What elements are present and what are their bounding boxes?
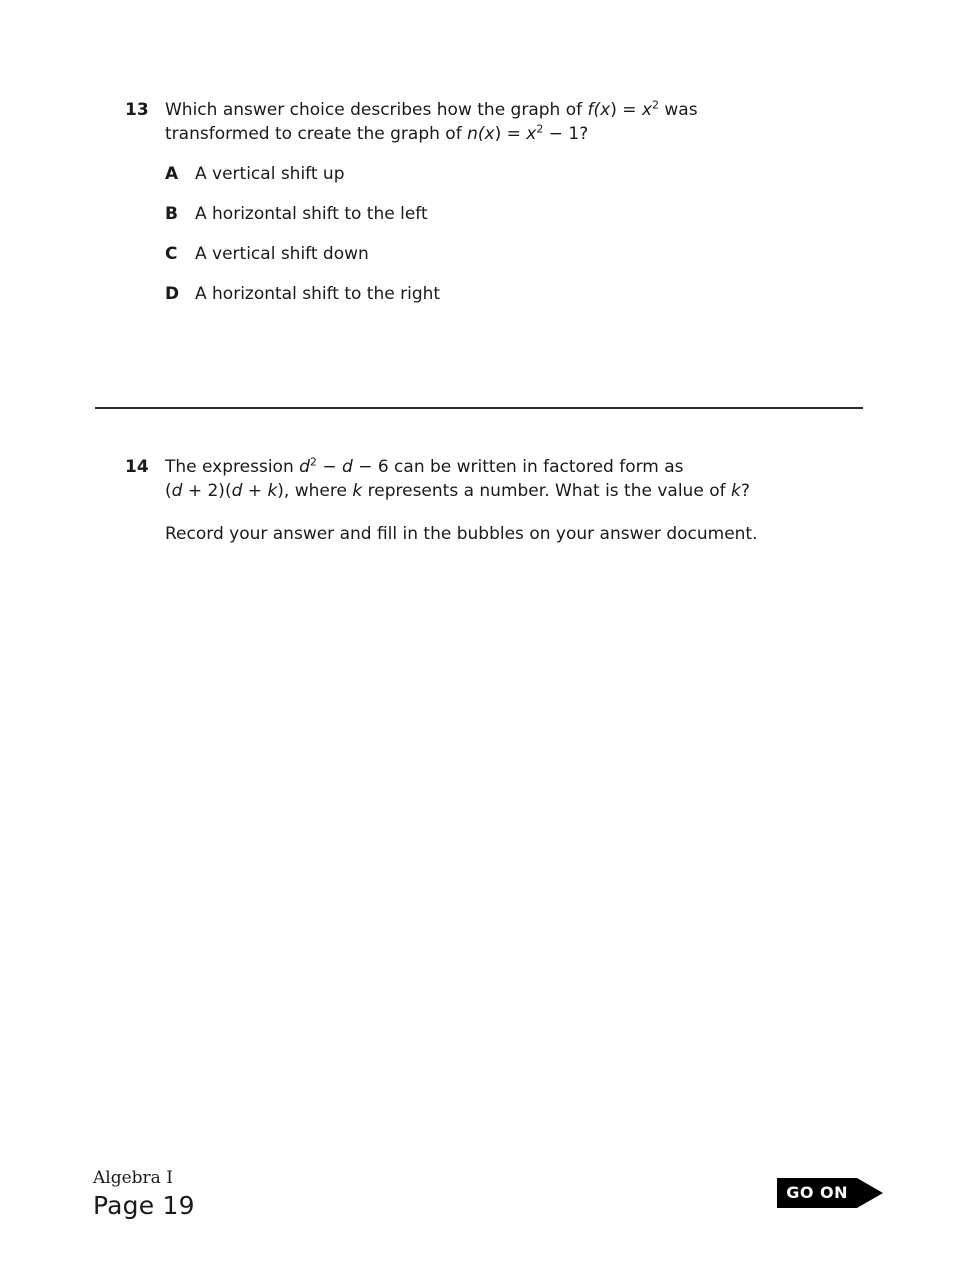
q13-var-n: n [467,124,478,144]
question-13 [125,98,885,323]
choice-a-letter: A [165,164,179,184]
q13-tail: − 1? [543,124,589,144]
q14-var-k2: k [352,481,363,501]
q14-var-k3: k [730,481,741,501]
q14-var-d4: d [231,481,243,501]
choice-c-letter: C [165,244,178,264]
q14-var-d2: d [341,457,353,477]
choice-c[interactable] [125,243,885,265]
q14-open-paren: ( [165,481,172,501]
question-13-choices [125,163,885,305]
q13-eq: ) = [610,100,642,120]
q13-was: was [658,100,698,120]
q14-plus-2: + 2)( [182,481,232,501]
question-14-number: 14 [125,457,149,477]
subject-label: Algebra I [93,1168,173,1188]
question-14 [125,455,885,546]
choice-b-text: A horizontal shift to the left [195,204,428,224]
choice-c-text: A vertical shift down [195,244,369,264]
q13-var-x: x [641,100,652,120]
q14-var-k: k [267,481,278,501]
q14-where: ), where [277,481,353,501]
question-14-stem [165,455,885,546]
choice-d-letter: D [165,284,180,304]
q14-stem-text-1: The expression [165,457,300,477]
q14-var-d: d [299,457,310,477]
q13-stem-text-2: transformed to create the graph of [165,124,468,144]
q13-paren-x: (x [593,100,611,120]
choice-d[interactable] [125,283,885,305]
q14-var-d3: d [171,481,183,501]
q13-stem-text-1: Which answer choice describes how the graph of [165,100,588,120]
choice-d-text: A horizontal shift to the right [195,284,441,304]
go-on-label: GO ON [777,1178,857,1208]
q13-exp: 2 [651,98,659,112]
q14-stem-text-2: − 6 can be written in factored form as [352,457,684,477]
section-divider [95,407,863,409]
q13-var-x2: x [526,124,537,144]
choice-a-text: A vertical shift up [195,164,345,184]
page-number: Page 19 [93,1191,195,1220]
footer [93,1170,195,1218]
question-13-number: 13 [125,100,149,120]
record-answer-instruction: Record your answer and fill in the bubbles on your answer document. [165,524,758,544]
go-on-indicator [777,1178,883,1208]
q14-plus: + [242,481,268,501]
arrow-right-icon [857,1178,883,1208]
choice-b-letter: B [165,204,178,224]
q14-minus-1: − [316,457,342,477]
q14-exp: 2 [309,455,317,469]
choice-a[interactable] [125,163,885,185]
choice-b[interactable] [125,203,885,225]
q13-var-f: f [587,100,594,120]
q14-value-of: represents a number. What is the value of [362,481,731,501]
q13-eq2: ) = [494,124,527,144]
q13-exp2: 2 [536,122,544,136]
q13-paren-x2: (x [477,124,495,144]
q14-qmark: ? [740,481,750,501]
question-13-stem [165,98,885,146]
